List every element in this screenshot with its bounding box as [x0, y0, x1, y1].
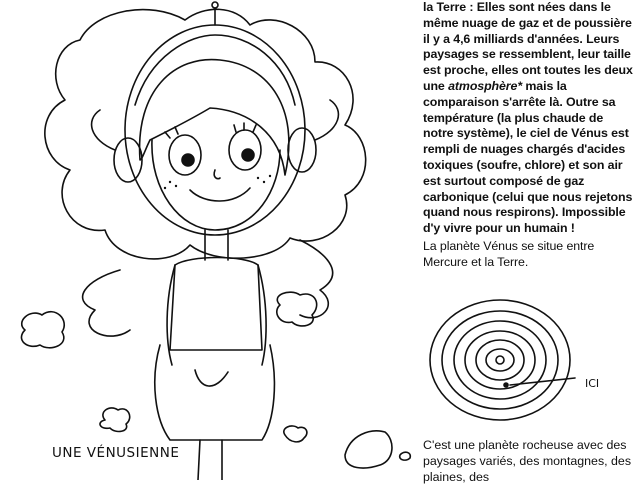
bottom-paragraph: C'est une planète rocheuse avec des paysages variés, des montagnes, des plaines, des: [423, 438, 632, 484]
glossary-term: atmosphère*: [448, 78, 523, 93]
illustration-caption: UNE VÉNUSIENNE: [52, 445, 180, 461]
main-paragraph: [423, 0, 635, 237]
orbit-spiral: [430, 300, 570, 420]
torso: [170, 258, 262, 351]
hair: [140, 60, 289, 175]
location-paragraph: La planète Vénus se situe entre Mercure et la Terre.: [423, 238, 595, 269]
rock-bottom: [345, 431, 392, 468]
spiral-label: ICI: [585, 377, 600, 390]
main-text-column: [423, 0, 635, 271]
paragraph-text-cont: mais la comparaison s'arrête là. Outre sa température (la plus chaude de notre système), le ciel de Vénus est rempli de nuages chargés d'acides toxiques (soufre, chlore) et son air est surtout composé de gaz carbonique (celui que nous rejetons quand nous respirons). Impossible d'y vivre pour un humain !: [423, 78, 633, 236]
rock-right: [277, 292, 317, 326]
rock-left: [21, 312, 64, 348]
paragraph-text: la Terre : Elles sont nées dans le même nuage de gaz et de poussière il y a 4,6 milliards d'années. Leurs paysages se ressemblent, leur taille est proche, elles ont toutes les deux une: [423, 0, 633, 93]
right-ear-pod: [288, 128, 316, 172]
helmet: [125, 25, 305, 235]
smile: [190, 188, 250, 201]
cloud-scribble: [45, 9, 366, 259]
